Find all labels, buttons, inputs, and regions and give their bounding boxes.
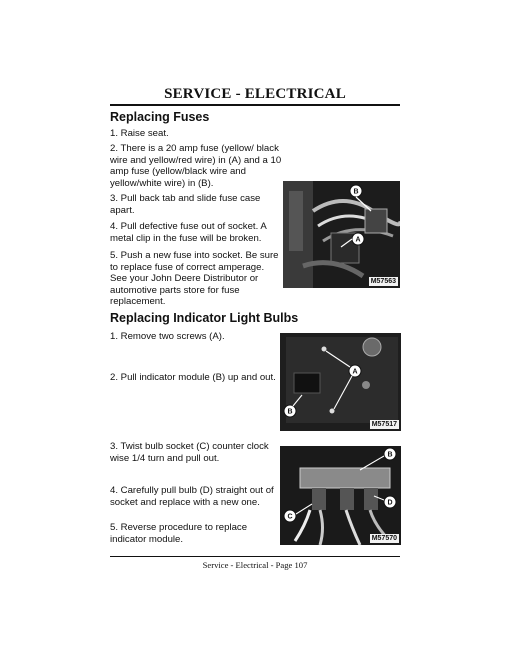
page-title: SERVICE - ELECTRICAL (164, 86, 346, 102)
callout-a: A (352, 368, 358, 376)
photo-caption: M57563 (370, 278, 396, 285)
fuses-step-5: 5. Push a new fuse into socket. Be sure to replace fuse of correct amperage. See your John Deere Distributor or automotive parts store for fuse replacement. (110, 250, 279, 308)
fuses-heading: Replacing Fuses (110, 110, 210, 124)
bulbs-step-3: 3. Twist bulb socket (C) counter clock wise 1/4 turn and pull out. (110, 441, 269, 464)
callout-b: B (287, 408, 293, 416)
fuses-step-3: 3. Pull back tab and slide fuse case apart. (110, 193, 261, 216)
callout-a: A (355, 236, 361, 244)
bulbs-heading: Replacing Indicator Light Bulbs (110, 311, 299, 325)
bulbs-step-2: 2. Pull indicator module (B) up and out. (110, 372, 276, 383)
bulbs-step-4: 4. Carefully pull bulb (D) straight out of socket and replace with a new one. (110, 485, 274, 508)
callout-c: C (287, 513, 293, 521)
fuses-step-2: 2. There is a 20 amp fuse (yellow/ black wire and yellow/red wire) in (A) and a 10 amp fuse (yellow/black wire and yellow/white wire) in (B). (110, 143, 282, 189)
fuse-box-photo (283, 181, 400, 288)
footer-divider (110, 556, 400, 557)
bulb-socket-photo (280, 446, 401, 545)
fuses-step-4: 4. Pull defective fuse out of socket. A metal clip in the fuse will be broken. (110, 221, 267, 244)
callout-d: D (387, 499, 393, 507)
bulbs-step-1: 1. Remove two screws (A). (110, 331, 225, 342)
indicator-module-photo (280, 333, 401, 431)
fuses-step-1: 1. Raise seat. (110, 128, 169, 139)
bulbs-step-5: 5. Reverse procedure to replace indicator module. (110, 522, 248, 545)
page-footer: Service - Electrical - Page 107 (202, 560, 308, 570)
callout-b: B (387, 451, 393, 459)
photo-caption: M57517 (371, 421, 397, 428)
photo-caption: M57570 (371, 535, 397, 542)
title-divider (110, 104, 400, 106)
callout-b: B (353, 188, 359, 196)
